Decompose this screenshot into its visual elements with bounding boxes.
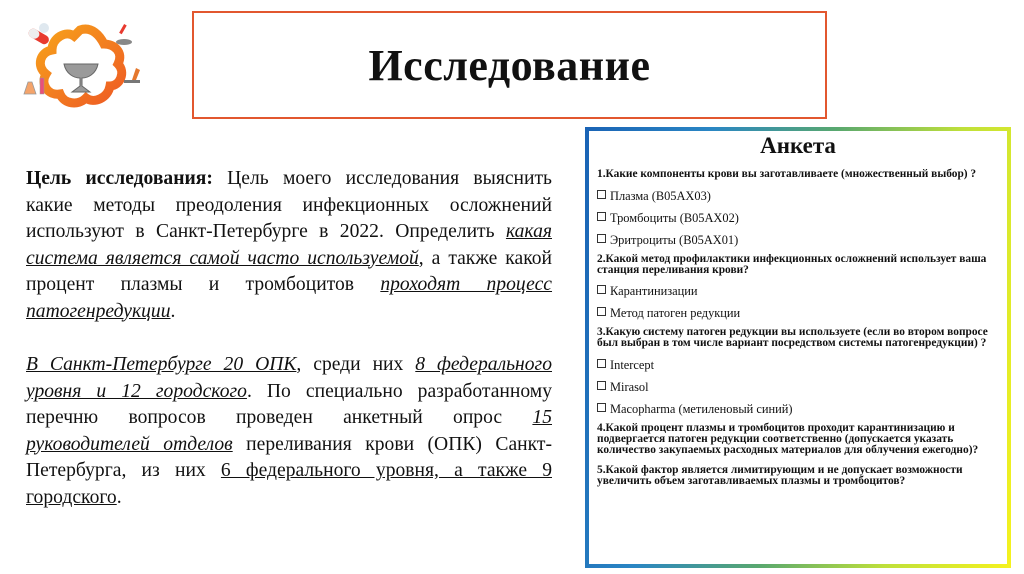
checkbox-icon[interactable] — [597, 212, 606, 221]
checkbox-icon[interactable] — [597, 359, 606, 368]
survey-option[interactable] — [597, 211, 999, 225]
context-text-3: переливания крови (ОПК) Санкт-Петербурга, из них — [26, 433, 553, 481]
context-text: , среди них — [296, 354, 416, 375]
page-title: Исследование — [368, 40, 651, 90]
research-goal-paragraph — [26, 166, 552, 325]
microscope-icon — [124, 68, 140, 83]
option-label: Тромбоциты (B05AX02) — [610, 210, 739, 225]
survey-option[interactable] — [597, 402, 999, 416]
option-label: Mirasol — [610, 379, 649, 394]
survey-question-3: 3.Какую систему патоген редукции вы используете (если во втором вопросе был выбран в том числе вариант посредством системы патогенредукции) ? — [597, 326, 988, 350]
checkbox-icon[interactable] — [597, 381, 606, 390]
goal-text: Цель моего исследования выяснить какие методы преодоления инфекционных осложнений используют в Санкт-Петербурге в 2022. Определить — [26, 168, 552, 242]
checkbox-icon[interactable] — [597, 285, 606, 294]
survey-panel — [585, 127, 1011, 568]
survey-option[interactable] — [597, 306, 999, 320]
checkbox-icon[interactable] — [597, 234, 606, 243]
goal-text-end: . — [170, 300, 176, 322]
context-emphasis-opk-count: В Санкт-Петербурге 20 ОПК — [26, 354, 297, 375]
checkbox-icon[interactable] — [597, 190, 606, 199]
survey-question-5: 5.Какой фактор является лимитирующим и не допускает возможности увеличить объем заготавливаемых плазмы и тромбоцитов? — [597, 464, 963, 488]
context-text-2: . По специально разработанному перечню вопросов проведен анкетный опрос — [26, 380, 552, 428]
logo — [8, 8, 144, 118]
context-emphasis-levels: 8 федерального уровня и 12 городского — [26, 354, 552, 402]
survey-option[interactable] — [597, 284, 999, 298]
survey-question-2: 2.Какой метод профилактики инфекционных осложнений использует ваша станция переливания крови? — [597, 252, 987, 276]
survey-option[interactable] — [597, 189, 999, 203]
blood-service-logo-icon — [8, 8, 144, 118]
context-paragraph — [26, 352, 552, 511]
goal-text-2: , а также какой процент плазмы и тромбоцитов — [26, 247, 552, 295]
survey-option[interactable] — [597, 358, 999, 372]
context-emphasis-heads: 15 руководителей отделов — [26, 407, 552, 455]
survey-title: Анкета — [760, 133, 836, 158]
checkbox-icon[interactable] — [597, 307, 606, 316]
goal-label: Цель исследования: — [26, 168, 213, 189]
capsule-icon — [27, 23, 51, 46]
checkbox-icon[interactable] — [597, 403, 606, 412]
option-label: Карантинизации — [610, 284, 698, 299]
survey-question-1: 1.Какие компоненты крови вы заготавливаете (множественный выбор) ? — [597, 168, 977, 180]
option-label: Macopharma (метиленовый синий) — [610, 401, 793, 416]
survey-option[interactable] — [597, 233, 999, 247]
context-text-end: . — [116, 486, 122, 508]
context-emphasis-respondents: 6 федерального уровня, а также 9 городского — [26, 460, 552, 508]
chalice-icon — [64, 64, 98, 92]
title-box — [192, 11, 827, 119]
option-label: Плазма (B05AX03) — [610, 188, 711, 203]
flask-icon — [24, 78, 44, 94]
goal-emphasis-system: какая система является самой часто используемой — [26, 221, 552, 269]
lab-animal-icon — [116, 24, 132, 45]
option-label: Intercept — [610, 357, 655, 372]
option-label: Эритроциты (B05AX01) — [610, 232, 739, 247]
survey-question-4: 4.Какой процент плазмы и тромбоцитов проходит карантинизацию и подвергается патоген редукции соответственно (допускается указать количество закупаемых расходных материалов для облучения ежегодно)? — [597, 421, 979, 456]
goal-emphasis-pathogen-reduction: проходят процесс патогенредукции — [26, 274, 553, 322]
survey-option[interactable] — [597, 380, 999, 394]
option-label: Метод патоген редукции — [610, 306, 741, 321]
